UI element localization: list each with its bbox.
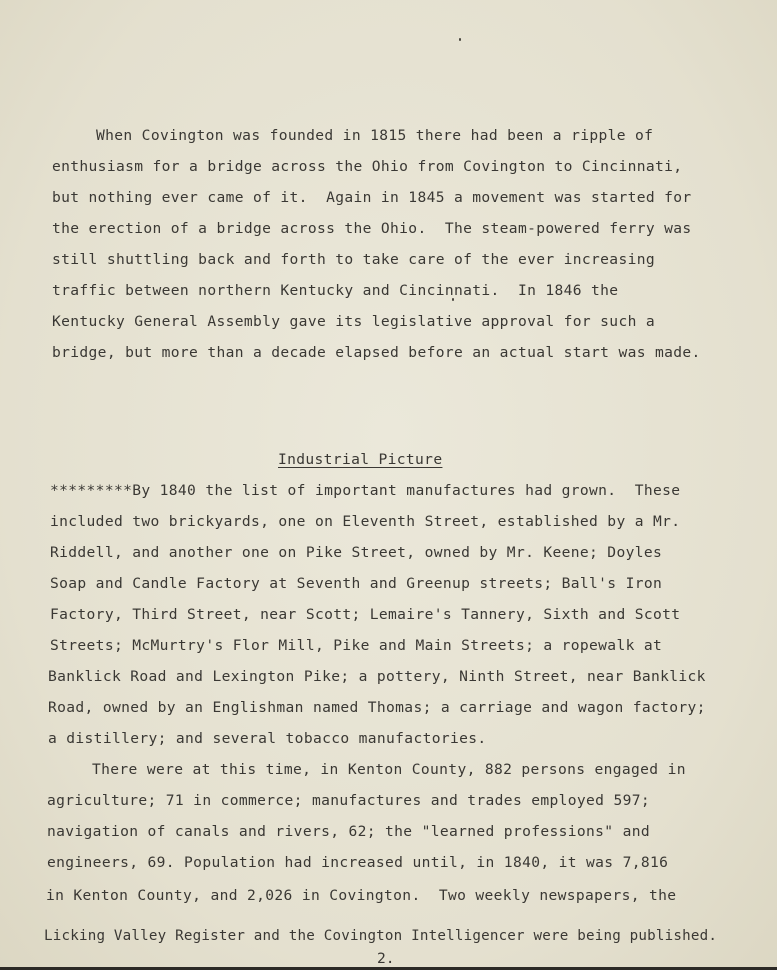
paragraph-1-line-5: still shuttling back and forth to take care of the ever increasing [52,251,655,268]
ink-speck [459,38,461,41]
paragraph-3-line-4: engineers, 69. Population had increased until, in 1840, it was 7,816 [47,854,669,871]
paragraph-1-line-7: Kentucky General Assembly gave its legislative approval for such a [52,313,655,330]
paragraph-2-line-2: included two brickyards, one on Eleventh Street, established by a Mr. [50,513,681,530]
section-heading: Industrial Picture [278,451,443,468]
paragraph-2-line-3: Riddell, and another one on Pike Street, owned by Mr. Keene; Doyles [50,544,663,561]
paragraph-2-line-5: Factory, Third Street, near Scott; Lemaire's Tannery, Sixth and Scott [50,606,681,623]
paragraph-2-line-4: Soap and Candle Factory at Seventh and Greenup streets; Ball's Iron [50,575,663,592]
paragraph-2-line-6: Streets; McMurtry's Flor Mill, Pike and Main Streets; a ropewalk at [50,637,663,654]
paragraph-1-line-1: When Covington was founded in 1815 there had been a ripple of [96,127,654,144]
paragraph-2-line-7: Banklick Road and Lexington Pike; a pottery, Ninth Street, near Banklick [48,668,706,685]
paragraph-3-line-3: navigation of canals and rivers, 62; the "learned professions" and [47,823,650,840]
paragraph-2-line-1: *********By 1840 the list of important manufactures had grown. These [50,482,681,499]
page-number: 2. [377,950,395,967]
paragraph-1-line-4: the erection of a bridge across the Ohio. The steam-powered ferry was [52,220,692,237]
paragraph-3-line-1: There were at this time, in Kenton County, 882 persons engaged in [92,761,686,778]
paragraph-1-line-6: traffic between northern Kentucky and Cincinnati. In 1846 the [52,282,619,299]
paragraph-3-line-2: agriculture; 71 in commerce; manufactures and trades employed 597; [47,792,650,809]
paragraph-1-line-3: but nothing ever came of it. Again in 1845 a movement was started for [52,189,692,206]
paragraph-3-line-5: in Kenton County, and 2,026 in Covington. Two weekly newspapers, the [46,887,677,904]
paragraph-1-line-2: enthusiasm for a bridge across the Ohio from Covington to Cincinnati, [52,158,683,175]
paragraph-1-line-8: bridge, but more than a decade elapsed before an actual start was made. [52,344,701,361]
paragraph-2-line-8: Road, owned by an Englishman named Thomas; a carriage and wagon factory; [48,699,706,716]
paragraph-2-line-9: a distillery; and several tobacco manufactories. [48,730,487,747]
paragraph-3-line-6: Licking Valley Register and the Covington Intelligencer were being published. [44,928,718,944]
